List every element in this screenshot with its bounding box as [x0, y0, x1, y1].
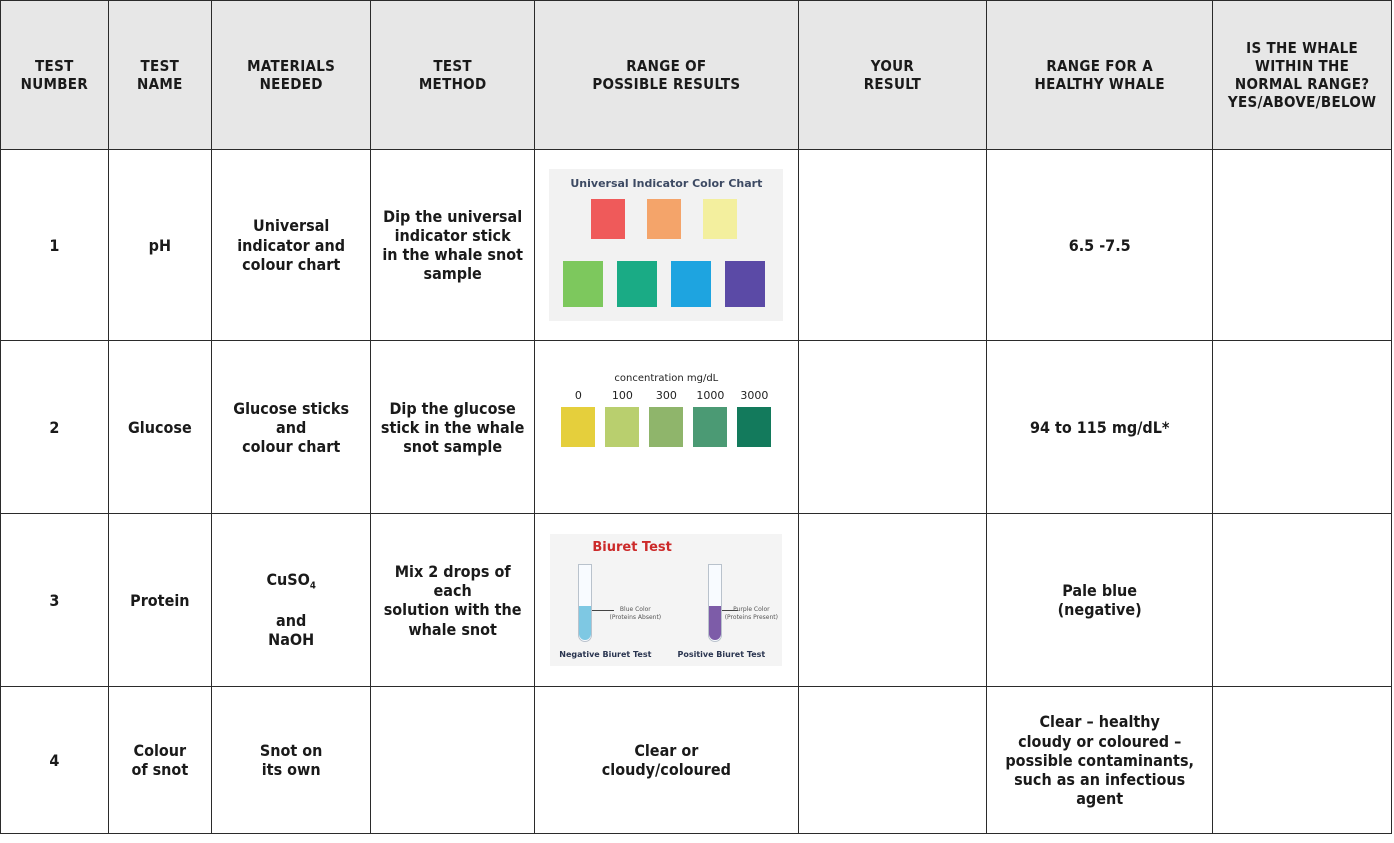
header-test-method: TEST METHOD: [371, 1, 535, 150]
test-number: 1: [1, 150, 109, 341]
negative-caption: Negative Biuret Test: [559, 650, 652, 660]
test-name: Colour of snot: [108, 687, 211, 834]
your-result-cell: [798, 514, 986, 687]
biuret-test-image: [550, 534, 782, 666]
ph-swatch: [563, 261, 603, 307]
possible-results: Clear or cloudy/coloured: [534, 687, 798, 834]
test-method: Mix 2 drops of each solution with the whale snot: [371, 514, 535, 687]
healthy-range: Clear – healthy cloudy or coloured – possible contaminants, such as an infectious agent: [987, 687, 1213, 834]
test-method: Dip the glucose stick in the whale snot sample: [371, 341, 535, 514]
glucose-label: 300: [655, 388, 677, 402]
table-row: [1, 687, 1392, 834]
ph-swatch: [725, 261, 765, 307]
materials-naoh: and NaOH: [268, 611, 315, 650]
positive-label: Purple Color (Proteins Present): [724, 606, 778, 622]
materials-needed: [212, 514, 371, 687]
within-range-cell: [1213, 150, 1392, 341]
negative-label: Blue Color (Proteins Absent): [609, 606, 662, 622]
glucose-swatch: [605, 407, 639, 447]
biuret-title: Biuret Test: [592, 540, 672, 556]
ph-swatch: [591, 199, 625, 239]
healthy-range: Pale blue (negative): [987, 514, 1213, 687]
test-method: [371, 687, 535, 834]
header-row: [1, 1, 1392, 150]
glucose-label: 0: [574, 388, 582, 402]
materials-subscript: 4: [309, 580, 316, 592]
possible-results-cell: [534, 341, 798, 514]
negative-tube-liquid: [579, 606, 591, 640]
test-name: pH: [108, 150, 211, 341]
glucose-color-chart-image: [553, 369, 779, 459]
materials-cuso4: CuSO: [266, 570, 310, 590]
header-materials-needed: MATERIALS NEEDED: [212, 1, 371, 150]
glucose-label: 100: [611, 388, 633, 402]
glucose-swatch: [737, 407, 771, 447]
possible-results-cell: [534, 514, 798, 687]
table-row: [1, 150, 1392, 341]
your-result-cell: [798, 150, 986, 341]
header-healthy-range: RANGE FOR A HEALTHY WHALE: [987, 1, 1213, 150]
header-test-number: TEST NUMBER: [1, 1, 109, 150]
header-your-result: YOUR RESULT: [798, 1, 986, 150]
within-range-cell: [1213, 687, 1392, 834]
header-test-name: TEST NAME: [108, 1, 211, 150]
test-method: Dip the universal indicator stick in the whale snot sample: [371, 150, 535, 341]
ph-swatch: [671, 261, 711, 307]
glucose-chart-title: concentration mg/dL: [614, 372, 719, 384]
ph-chart-title: Universal Indicator Color Chart: [570, 177, 763, 191]
test-number: 3: [1, 514, 109, 687]
your-result-cell: [798, 687, 986, 834]
test-number: 4: [1, 687, 109, 834]
healthy-range: 6.5 -7.5: [987, 150, 1213, 341]
glucose-swatch: [561, 407, 595, 447]
test-name: Protein: [108, 514, 211, 687]
table-row: [1, 514, 1392, 687]
ph-color-chart-image: [549, 169, 783, 321]
ph-swatch: [617, 261, 657, 307]
your-result-cell: [798, 341, 986, 514]
test-name: Glucose: [108, 341, 211, 514]
table-row: [1, 341, 1392, 514]
healthy-range: 94 to 115 mg/dL*: [987, 341, 1213, 514]
materials-needed: Glucose sticks and colour chart: [212, 341, 371, 514]
ph-swatch: [647, 199, 681, 239]
header-within-range: IS THE WHALE WITHIN THE NORMAL RANGE? YES/ABOVE/BELOW: [1213, 1, 1392, 150]
glucose-swatch: [693, 407, 727, 447]
materials-needed: Snot on its own: [212, 687, 371, 834]
ph-swatch: [703, 199, 737, 239]
glucose-label: 3000: [740, 388, 769, 402]
test-number: 2: [1, 341, 109, 514]
glucose-label: 1000: [696, 388, 725, 402]
materials-needed: Universal indicator and colour chart: [212, 150, 371, 341]
header-possible-results: RANGE OF POSSIBLE RESULTS: [534, 1, 798, 150]
within-range-cell: [1213, 341, 1392, 514]
possible-results-cell: [534, 150, 798, 341]
within-range-cell: [1213, 514, 1392, 687]
glucose-swatch: [649, 407, 683, 447]
positive-caption: Positive Biuret Test: [677, 650, 766, 660]
